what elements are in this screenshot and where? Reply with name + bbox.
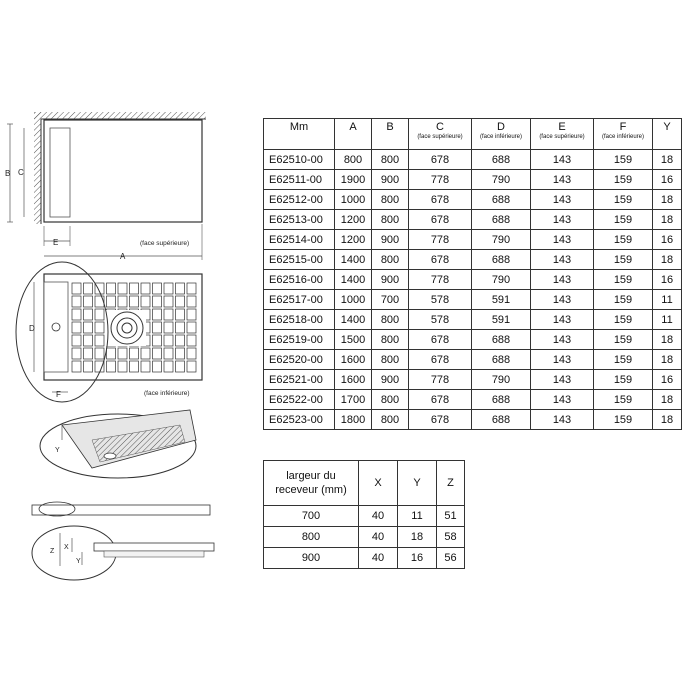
- dimension-cell: 1200: [335, 210, 372, 230]
- grid-cell: [72, 296, 81, 307]
- grid-cell: [164, 348, 173, 359]
- grid-cell: [72, 335, 81, 346]
- dimension-cell: 159: [594, 250, 653, 270]
- grid-cell: [130, 296, 139, 307]
- grid-cell: [176, 361, 185, 372]
- grid-cell: [107, 283, 116, 294]
- grid-cell: [187, 283, 196, 294]
- grid-cell: [141, 361, 150, 372]
- dimension-cell: 700: [372, 290, 409, 310]
- dimension-cell: 688: [472, 390, 531, 410]
- grid-cell: [118, 348, 127, 359]
- xyz-header-row: [264, 461, 465, 506]
- grid-cell: [164, 322, 173, 333]
- section-callout-large: [32, 526, 116, 580]
- table-row: [264, 210, 682, 230]
- dimension-cell: 900: [372, 170, 409, 190]
- xyz-value-cell: 58: [437, 527, 465, 548]
- grid-cell: [84, 361, 93, 372]
- grid-cell: [84, 348, 93, 359]
- dimension-cell: 143: [531, 410, 594, 430]
- table-row: [264, 390, 682, 410]
- grid-cell: [187, 335, 196, 346]
- dimension-cell: 778: [409, 170, 472, 190]
- dimension-cell: 800: [372, 330, 409, 350]
- width-cell: 900: [264, 548, 359, 569]
- dimension-cell: 900: [372, 370, 409, 390]
- dimension-cell: 16: [653, 170, 682, 190]
- grid-cell: [84, 309, 93, 320]
- xyz-table-body: [264, 506, 465, 569]
- header-mm: Mm: [264, 119, 335, 150]
- grid-cell: [84, 283, 93, 294]
- dimension-cell: 688: [472, 250, 531, 270]
- dimension-cell: 18: [653, 210, 682, 230]
- dimension-cell: 800: [372, 390, 409, 410]
- header-b: B: [372, 119, 409, 150]
- product-reference-cell: E62511-00: [264, 170, 335, 190]
- table-row: [264, 190, 682, 210]
- grid-cell: [95, 335, 104, 346]
- dimension-cell: 800: [372, 250, 409, 270]
- dimension-cell: 159: [594, 390, 653, 410]
- grid-cell: [153, 296, 162, 307]
- dimension-cell: 159: [594, 190, 653, 210]
- grid-cell: [130, 348, 139, 359]
- grid-cell: [187, 361, 196, 372]
- perspective-detail-drawing: [40, 410, 196, 478]
- header-x: X: [359, 461, 398, 506]
- grid-cell: [84, 335, 93, 346]
- header-a: A: [335, 119, 372, 150]
- dimension-cell: 159: [594, 410, 653, 430]
- product-reference-cell: E62515-00: [264, 250, 335, 270]
- xyz-value-cell: 40: [359, 527, 398, 548]
- header-c: C (face supérieure): [409, 119, 472, 150]
- dimension-cell: 1200: [335, 230, 372, 250]
- dimension-cell: 790: [472, 170, 531, 190]
- dimension-cell: 1000: [335, 290, 372, 310]
- dimension-cell: 143: [531, 330, 594, 350]
- drain-channel-top-view: [50, 128, 70, 217]
- bottom-view-drawing: [16, 262, 202, 402]
- dim-label-A: A: [120, 252, 126, 261]
- dimension-cell: 18: [653, 410, 682, 430]
- grid-cell: [95, 322, 104, 333]
- grid-cell: [153, 361, 162, 372]
- dimension-cell: 1900: [335, 170, 372, 190]
- dimension-cell: 18: [653, 390, 682, 410]
- grid-cell: [187, 322, 196, 333]
- dimension-cell: 159: [594, 370, 653, 390]
- grid-cell: [176, 322, 185, 333]
- dimension-cell: 678: [409, 190, 472, 210]
- dimension-cell: 143: [531, 150, 594, 170]
- grid-cell: [130, 283, 139, 294]
- dim-label-X: X: [64, 544, 69, 551]
- table-row: [264, 410, 682, 430]
- dim-label-E: E: [53, 238, 59, 247]
- table-row: [264, 230, 682, 250]
- dimension-cell: 800: [372, 150, 409, 170]
- table-row: [264, 527, 465, 548]
- dimension-cell: 688: [472, 190, 531, 210]
- product-reference-cell: E62521-00: [264, 370, 335, 390]
- dimension-cell: 143: [531, 210, 594, 230]
- dimension-cell: 778: [409, 230, 472, 250]
- dim-label-C: C: [18, 168, 24, 177]
- xyz-value-cell: 16: [398, 548, 437, 569]
- product-reference-cell: E62513-00: [264, 210, 335, 230]
- dimension-cell: 688: [472, 210, 531, 230]
- dimensions-header-row: [264, 119, 682, 150]
- grid-cell: [118, 296, 127, 307]
- dim-label-Y-perspective: Y: [55, 447, 60, 454]
- dimension-cell: 159: [594, 230, 653, 250]
- wall-hatch-left: [34, 112, 41, 224]
- product-reference-cell: E62516-00: [264, 270, 335, 290]
- dimension-cell: 18: [653, 350, 682, 370]
- dimension-cell: 790: [472, 270, 531, 290]
- dimension-cell: 159: [594, 350, 653, 370]
- dimension-cell: 143: [531, 350, 594, 370]
- grid-cell: [72, 361, 81, 372]
- dimension-cell: 678: [409, 350, 472, 370]
- dimension-cell: 1700: [335, 390, 372, 410]
- dimension-cell: 159: [594, 310, 653, 330]
- product-reference-cell: E62523-00: [264, 410, 335, 430]
- dimension-cell: 688: [472, 330, 531, 350]
- grid-cell: [153, 348, 162, 359]
- dim-label-F: F: [56, 390, 61, 399]
- drain-perspective: [104, 453, 116, 459]
- grid-cell: [153, 283, 162, 294]
- table-row: [264, 290, 682, 310]
- grid-cell: [164, 283, 173, 294]
- grid-cell: [118, 361, 127, 372]
- grid-cell: [176, 296, 185, 307]
- grid-cell: [95, 348, 104, 359]
- dim-label-B: B: [5, 169, 11, 178]
- dimension-cell: 778: [409, 370, 472, 390]
- grid-cell: [72, 348, 81, 359]
- label-face-superieure: (face supérieure): [140, 240, 190, 247]
- dimension-cell: 1400: [335, 270, 372, 290]
- dimension-cell: 790: [472, 370, 531, 390]
- header-f: F (face inférieure): [594, 119, 653, 150]
- dimension-cell: 678: [409, 150, 472, 170]
- dimension-cell: 1400: [335, 250, 372, 270]
- dimension-cell: 159: [594, 270, 653, 290]
- grid-cell: [84, 322, 93, 333]
- dimension-cell: 678: [409, 390, 472, 410]
- dim-label-D: D: [29, 324, 35, 333]
- dimension-cell: 16: [653, 270, 682, 290]
- grid-cell: [130, 361, 139, 372]
- dimension-cell: 143: [531, 290, 594, 310]
- header-y: Y: [653, 119, 682, 150]
- dimensions-table: [263, 118, 682, 430]
- label-face-inferieure: (face inférieure): [144, 390, 190, 397]
- dim-label-Z: Z: [50, 548, 55, 555]
- table-row: [264, 330, 682, 350]
- product-reference-cell: E62518-00: [264, 310, 335, 330]
- dimension-cell: 1400: [335, 310, 372, 330]
- table-row: [264, 170, 682, 190]
- section-view-drawing: [32, 502, 214, 580]
- grid-cell: [141, 283, 150, 294]
- product-reference-cell: E62510-00: [264, 150, 335, 170]
- dimension-cell: 688: [472, 350, 531, 370]
- wall-hatch-top: [34, 112, 206, 119]
- dimensions-table-body: [264, 150, 682, 430]
- dimension-cell: 591: [472, 310, 531, 330]
- dimension-cell: 800: [335, 150, 372, 170]
- header-xyz-y: Y: [398, 461, 437, 506]
- dimension-cell: 159: [594, 330, 653, 350]
- top-view-drawing: [5, 112, 206, 261]
- dim-label-Y-section: Y: [76, 558, 81, 565]
- grid-cell: [72, 283, 81, 294]
- table-row: [264, 370, 682, 390]
- grid-cell: [153, 309, 162, 320]
- table-row: [264, 506, 465, 527]
- product-reference-cell: E62517-00: [264, 290, 335, 310]
- dimension-cell: 688: [472, 410, 531, 430]
- grid-cell: [164, 361, 173, 372]
- header-largeur: largeur du receveur (mm): [264, 461, 359, 506]
- dimension-cell: 900: [372, 270, 409, 290]
- header-z: Z: [437, 461, 465, 506]
- grid-cell: [164, 296, 173, 307]
- dimension-cell: 800: [372, 190, 409, 210]
- grid-cell: [153, 322, 162, 333]
- grid-cell: [187, 296, 196, 307]
- dimension-cell: 678: [409, 250, 472, 270]
- technical-drawings: [0, 0, 260, 700]
- xyz-value-cell: 40: [359, 548, 398, 569]
- dimension-cell: 143: [531, 310, 594, 330]
- dimension-cell: 143: [531, 390, 594, 410]
- dimension-cell: 16: [653, 230, 682, 250]
- grid-cell: [176, 348, 185, 359]
- grid-cell: [72, 309, 81, 320]
- product-reference-cell: E62512-00: [264, 190, 335, 210]
- dimension-cell: 678: [409, 210, 472, 230]
- section-profile-bottom: [104, 551, 204, 557]
- section-thin-profile: [32, 505, 210, 515]
- xyz-value-cell: 40: [359, 506, 398, 527]
- grid-cell: [95, 309, 104, 320]
- dimension-cell: 578: [409, 290, 472, 310]
- section-profile-top: [94, 543, 214, 551]
- xyz-value-cell: 11: [398, 506, 437, 527]
- drain-inner-ring: [122, 323, 132, 333]
- dimension-cell: 800: [372, 310, 409, 330]
- dimension-cell: 143: [531, 250, 594, 270]
- dimension-cell: 1600: [335, 370, 372, 390]
- table-row: [264, 270, 682, 290]
- dimension-cell: 143: [531, 370, 594, 390]
- width-cell: 800: [264, 527, 359, 548]
- dimension-cell: 159: [594, 150, 653, 170]
- dimension-cell: 143: [531, 230, 594, 250]
- dimension-cell: 143: [531, 170, 594, 190]
- grid-cell: [141, 348, 150, 359]
- grid-cell: [141, 296, 150, 307]
- header-d: D (face inférieure): [472, 119, 531, 150]
- grid-cell: [187, 309, 196, 320]
- grid-cell: [84, 296, 93, 307]
- dimension-cell: 591: [472, 290, 531, 310]
- table-row: [264, 548, 465, 569]
- dimension-cell: 800: [372, 410, 409, 430]
- grid-cell: [107, 296, 116, 307]
- xyz-value-cell: 51: [437, 506, 465, 527]
- dimension-cell: 1600: [335, 350, 372, 370]
- dimension-cell: 1800: [335, 410, 372, 430]
- header-e: E (face supérieure): [531, 119, 594, 150]
- product-reference-cell: E62522-00: [264, 390, 335, 410]
- grid-cell: [153, 335, 162, 346]
- xyz-table: [263, 460, 465, 569]
- dimension-cell: 800: [372, 350, 409, 370]
- drain-channel-bottom-view: [44, 282, 68, 372]
- dimension-cell: 800: [372, 210, 409, 230]
- grid-cell: [164, 335, 173, 346]
- dimension-cell: 1000: [335, 190, 372, 210]
- dimension-cell: 790: [472, 230, 531, 250]
- width-cell: 700: [264, 506, 359, 527]
- dimension-cell: 11: [653, 290, 682, 310]
- grid-cell: [164, 309, 173, 320]
- dimension-cell: 159: [594, 290, 653, 310]
- grid-cell: [187, 348, 196, 359]
- grid-cell: [107, 361, 116, 372]
- dimension-cell: 143: [531, 190, 594, 210]
- dimension-cell: 900: [372, 230, 409, 250]
- grid-cell: [176, 283, 185, 294]
- table-row: [264, 350, 682, 370]
- dimension-cell: 159: [594, 170, 653, 190]
- dimension-cell: 18: [653, 190, 682, 210]
- xyz-value-cell: 18: [398, 527, 437, 548]
- dimension-cell: 1500: [335, 330, 372, 350]
- product-reference-cell: E62514-00: [264, 230, 335, 250]
- product-reference-cell: E62519-00: [264, 330, 335, 350]
- dimension-cell: 18: [653, 250, 682, 270]
- dimension-cell: 16: [653, 370, 682, 390]
- dimension-cell: 778: [409, 270, 472, 290]
- dimension-cell: 11: [653, 310, 682, 330]
- dimension-cell: 18: [653, 150, 682, 170]
- table-row: [264, 250, 682, 270]
- grid-cell: [176, 309, 185, 320]
- table-row: [264, 310, 682, 330]
- dimension-cell: 678: [409, 330, 472, 350]
- dimension-cell: 143: [531, 270, 594, 290]
- product-reference-cell: E62520-00: [264, 350, 335, 370]
- dimension-cell: 688: [472, 150, 531, 170]
- dimension-cell: 578: [409, 310, 472, 330]
- grid-cell: [107, 348, 116, 359]
- dimension-cell: 678: [409, 410, 472, 430]
- dimension-cell: 18: [653, 330, 682, 350]
- grid-cell: [176, 335, 185, 346]
- grid-cell: [72, 322, 81, 333]
- dimension-cell: 159: [594, 210, 653, 230]
- xyz-value-cell: 56: [437, 548, 465, 569]
- table-row: [264, 150, 682, 170]
- grid-cell: [118, 283, 127, 294]
